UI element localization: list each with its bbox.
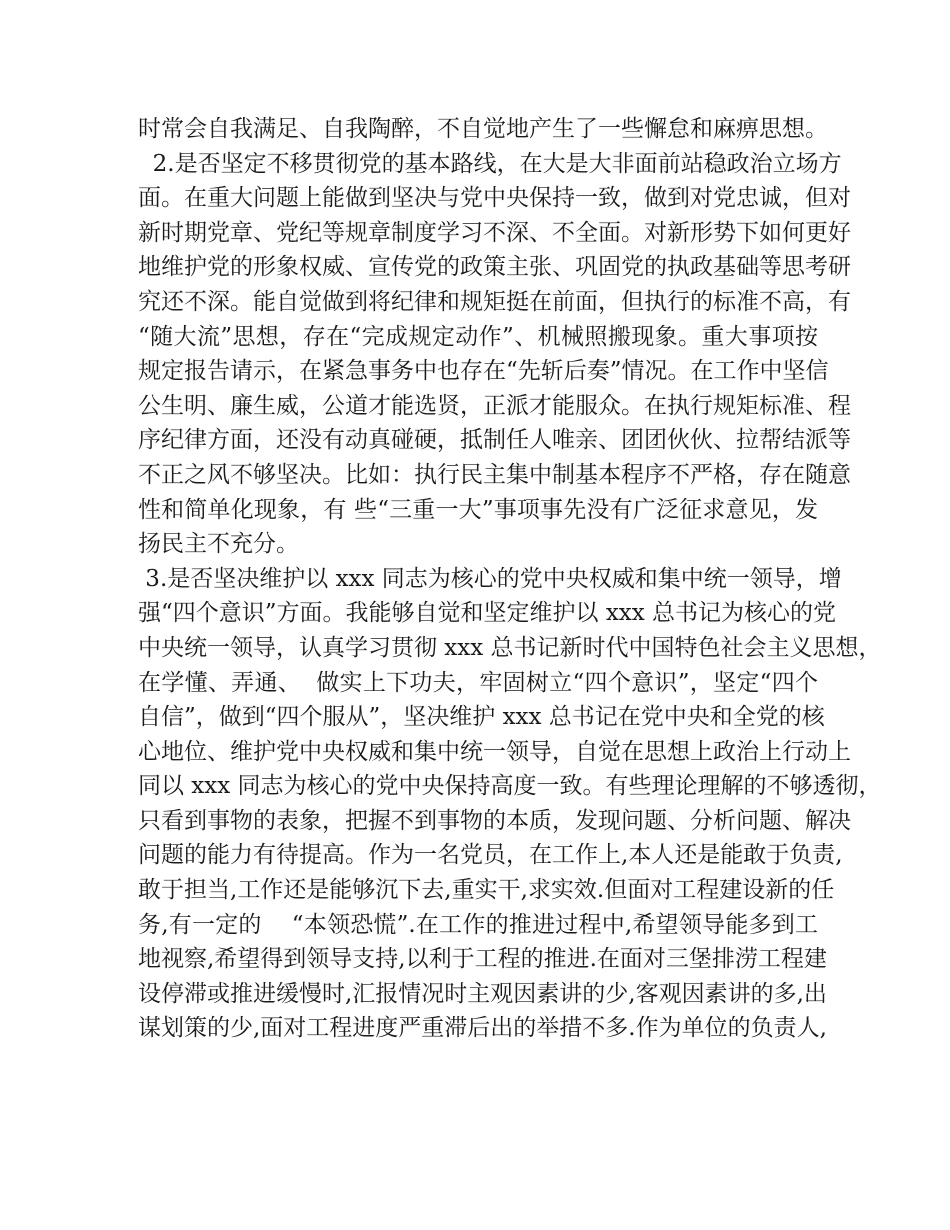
text-line: 规定报告请示，在紧急事务中也存在“先斩后奏”情况。在工作中坚信 — [138, 358, 829, 385]
text-line: 公生明、廉生威，公道才能选贤，正派才能服众。在执行规矩标准、程 — [138, 392, 851, 419]
text-line: 中央统一领导，认真学习贯彻 xxx 总书记新时代中国特色社会主义思想， — [138, 634, 882, 661]
text-line: 序纪律方面，还没有动真碰硬，抵制任人唯亲、团团伙伙、拉帮结派等 — [138, 427, 851, 454]
text-line: 新时期党章、党纪等规章制度学习不深、不全面。对新形势下如何更好 — [138, 219, 851, 246]
text-line: 只看到事物的表象，把握不到事物的本质，发现问题、分析问题、解决 — [138, 807, 851, 834]
text-line: 同以 xxx 同志为核心的党中央保持高度一致。有些理论理解的不够透彻， — [138, 773, 882, 800]
text-line: 性和简单化现象，有 些“三重一大”事项事先没有广泛征求意见，发 — [138, 496, 818, 523]
text-line: 问题的能力有待提高。作为一名党员，在工作上,本人还是能敢于负责, — [138, 842, 843, 869]
text-line: 时常会自我满足、自我陶醉，不自觉地产生了一些懈怠和麻痹思想。 — [138, 116, 828, 142]
text-line: 面。在重大问题上能做到坚决与党中央保持一致，做到对党忠诚，但对 — [138, 185, 851, 212]
text-line: 地维护党的形象权威、宣传党的政策主张、巩固党的执政基础等思考研 — [138, 254, 851, 281]
text-line: 地视察,希望得到领导支持,以利于工程的推进.在面对三堡排涝工程建 — [138, 946, 827, 973]
text-line: 究还不深。能自觉做到将纪律和规矩挺在前面，但执行的标准不高，有 — [138, 288, 851, 315]
text-line: 不正之风不够坚决。比如：执行民主集中制基本程序不严格，存在随意 — [138, 461, 851, 488]
text-line: 设停滞或推进缓慢时,汇报情况时主观因素讲的少,客观因素讲的多,出 — [138, 980, 827, 1007]
text-line: “随大流”思想，存在“完成规定动作”、机械照搬现象。重大事项按 — [138, 323, 818, 350]
text-line: 心地位、维护党中央权威和集中统一领导，自觉在思想上政治上行动上 — [138, 738, 851, 765]
text-line: 2.是否坚定不移贯彻党的基本路线，在大是大非面前站稳政治立场方 — [138, 150, 842, 177]
text-line: 强“四个意识”方面。我能够自觉和坚定维护以 xxx 总书记为核心的党 — [138, 600, 837, 627]
text-line: 3.是否坚决维护以 xxx 同志为核心的党中央权威和集中统一领导，增 — [138, 565, 842, 592]
text-line: 扬民主不充分。 — [138, 531, 299, 558]
text-line: 谋划策的少,面对工程进度严重滞后出的举措不多.作为单位的负责人, — [138, 1015, 827, 1042]
text-line: 自信”，做到“四个服从”，坚决维护 xxx 总书记在党中央和全党的核 — [138, 704, 825, 731]
document-body — [138, 112, 882, 1046]
text-line: 在学懂、弄通、 做实上下功夫，牢固树立“四个意识”，坚定“四个 — [138, 669, 818, 696]
text-line: 敢于担当,工作还是能够沉下去,重实干,求实效.但面对工程建设新的任 — [138, 877, 835, 904]
text-line: 务,有一定的 “本领恐慌”.在工作的推进过程中,希望领导能多到工 — [138, 911, 818, 938]
